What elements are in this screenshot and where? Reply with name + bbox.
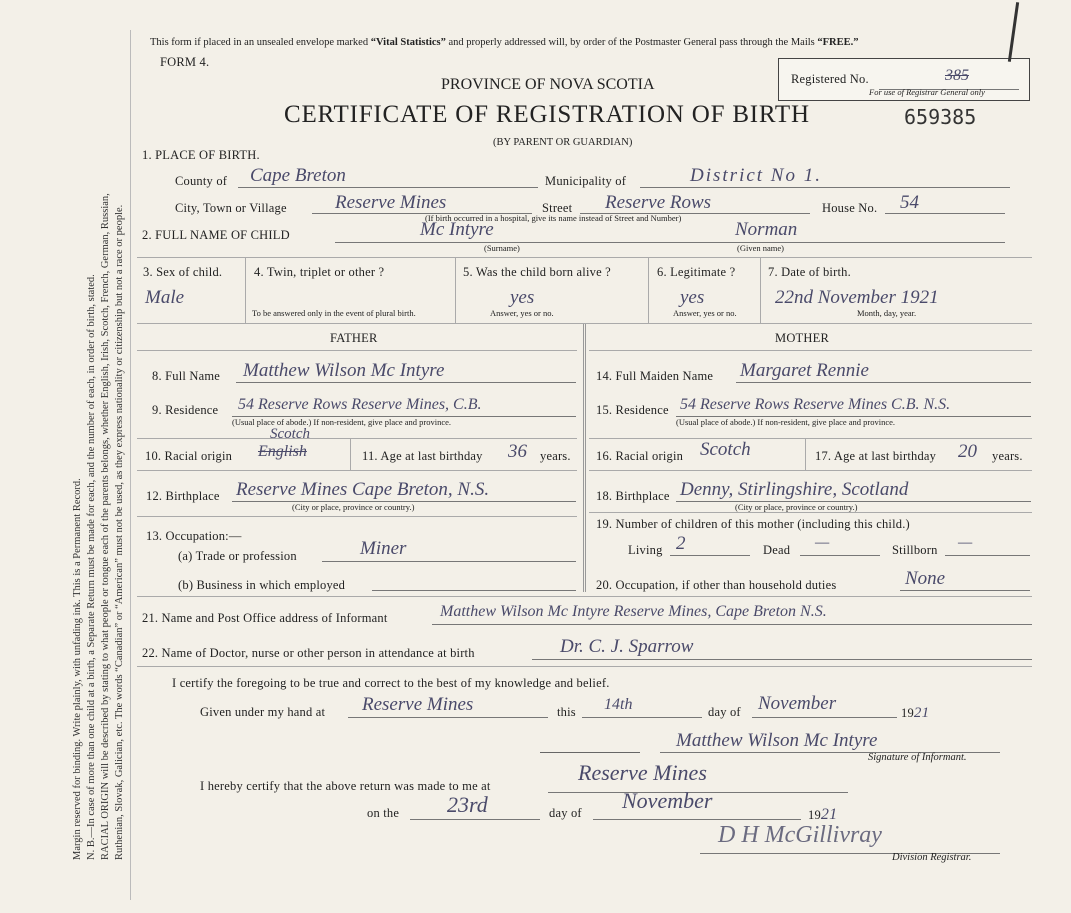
house-value: 54 [900, 192, 919, 213]
mother-age-suffix: years. [992, 449, 1023, 463]
date-of-birth-note: Month, day, year. [857, 308, 917, 318]
father-residence-value: 54 Reserve Rows Reserve Mines, C.B. [238, 396, 482, 413]
registered-label: Registered No. [791, 72, 869, 86]
father-racial-value: English [258, 443, 307, 460]
sex-label: 3. Sex of child. [143, 265, 223, 279]
mother-age-label: 17. Age at last birthday [815, 449, 937, 463]
father-header: FATHER [330, 331, 378, 345]
mother-residence-label: 15. Residence [596, 403, 669, 417]
father-trade-value: Miner [360, 538, 407, 559]
father-residence-label: 9. Residence [152, 403, 219, 417]
sex-value: Male [145, 287, 185, 308]
stamped-number: 659385 [904, 105, 977, 129]
father-trade-label: (a) Trade or profession [178, 549, 297, 563]
form-number: FORM 4. [160, 55, 210, 69]
registrar-signature: D H McGillivray [718, 822, 882, 848]
mother-birthplace-value: Denny, Stirlingshire, Scotland [680, 479, 909, 500]
father-age-value: 36 [508, 441, 527, 462]
hospital-note: (If birth occurred in a hospital, give its name instead of Street and Number) [425, 213, 682, 223]
registered-note: For use of Registrar General only [869, 87, 985, 97]
province-heading: PROVINCE OF NOVA SCOTIA [441, 76, 655, 93]
informant-signature-caption: Signature of Informant. [868, 752, 967, 763]
child-given-name: Norman [735, 219, 798, 240]
mother-residence-note: (Usual place of abode.) If non-resident, give place and province. [676, 417, 896, 427]
street-value: Reserve Rows [605, 192, 712, 213]
legitimate-label: 6. Legitimate ? [657, 265, 736, 279]
mother-header: MOTHER [775, 331, 829, 345]
municipality-value: District No 1. [690, 165, 822, 186]
mother-racial-label: 16. Racial origin [596, 449, 684, 463]
registrar-day-label: day of [549, 806, 582, 820]
mother-birthplace-label: 18. Birthplace [596, 489, 670, 503]
place-of-birth-label: 1. PLACE OF BIRTH. [142, 148, 260, 162]
registered-value: 385 [945, 67, 969, 84]
father-occupation-label: 13. Occupation:— [146, 529, 242, 543]
city-label: City, Town or Village [175, 201, 287, 215]
registrar-year: 1921 [808, 806, 838, 823]
given-caption: (Given name) [737, 243, 784, 253]
father-age-suffix: years. [540, 449, 571, 463]
stillborn-label: Stillborn [892, 543, 938, 557]
registrar-on-label: on the [367, 806, 400, 820]
informant-signature: Matthew Wilson Mc Intyre [676, 730, 878, 751]
registrar-place: Reserve Mines [578, 760, 707, 785]
mother-age-value: 20 [958, 441, 977, 462]
house-label: House No. [822, 201, 878, 215]
informant-value: Matthew Wilson Mc Intyre Reserve Mines, Cape Breton N.S. [440, 603, 827, 620]
certify-statement: I certify the foregoing to be true and correct to the best of my knowledge and belief. [172, 676, 610, 690]
registrar-month: November [622, 788, 713, 813]
alive-value: yes [510, 287, 535, 308]
dead-value: — [815, 534, 830, 551]
father-birthplace-value: Reserve Mines Cape Breton, N.S. [236, 479, 490, 500]
registrar-statement: I hereby certify that the above return was made to me at [200, 779, 491, 793]
mother-birthplace-note: (City or place, province or country.) [735, 502, 858, 512]
given-day-label: day of [708, 705, 741, 719]
county-value: Cape Breton [250, 165, 346, 186]
given-label: Given under my hand at [200, 705, 326, 719]
father-birthplace-label: 12. Birthplace [146, 489, 220, 503]
margin-note-multiple-births: N. B.—In case of more than one child at a birth, a Separate Return must be made for each, and the number of each, in order of birth, stated. [86, 274, 97, 860]
this-label: this [557, 705, 576, 719]
father-residence-note: (Usual place of abode.) If non-resident, give place and province. [232, 417, 452, 427]
twin-note: To be answered only in the event of plural birth. [252, 308, 416, 318]
stillborn-value: — [958, 534, 973, 551]
father-name-value: Matthew Wilson Mc Intyre [243, 360, 445, 381]
county-label: County of [175, 174, 228, 188]
municipality-label: Municipality of [545, 174, 627, 188]
page-title: CERTIFICATE OF REGISTRATION OF BIRTH [284, 101, 810, 128]
mother-children-label: 19. Number of children of this mother (including this child.) [596, 517, 910, 531]
doctor-value: Dr. C. J. Sparrow [560, 636, 694, 657]
informant-label: 21. Name and Post Office address of Informant [142, 611, 388, 625]
given-place: Reserve Mines [362, 694, 474, 715]
mother-occupation-value: None [905, 568, 946, 589]
legitimate-note: Answer, yes or no. [673, 308, 737, 318]
pen-mark [1008, 2, 1019, 62]
street-label: Street [542, 201, 573, 215]
father-racial-label: 10. Racial origin [145, 449, 233, 463]
father-name-label: 8. Full Name [152, 369, 221, 383]
date-of-birth-value: 22nd November 1921 [775, 287, 939, 308]
twin-label: 4. Twin, triplet or other ? [254, 265, 385, 279]
surname-caption: (Surname) [484, 243, 520, 253]
dead-label: Dead [763, 543, 791, 557]
registrar-day: 23rd [447, 792, 488, 817]
mother-name-value: Margaret Rennie [740, 360, 869, 381]
margin-note-racial-origin-cont: Ruthenian, Slovak, Galician, etc. The words “Canadian” or “American” must not be used, as they express nationality or citizenship but not a race or people. [114, 204, 125, 860]
registered-box [778, 58, 1030, 101]
mother-name-label: 14. Full Maiden Name [596, 369, 714, 383]
living-value: 2 [676, 533, 686, 554]
margin-note-racial-origin: RACIAL ORIGIN will be described by stating to what people or tongue each of the parents belongs, whether English, Irish, Scotch, French, German, Russian, [100, 193, 111, 860]
father-age-label: 11. Age at last birthday [362, 449, 483, 463]
mail-notice: This form if placed in an unsealed envelope marked “Vital Statistics” and properly addressed will, by order of the Postmaster General pass through the Mails “FREE.” [150, 37, 859, 48]
child-name-label: 2. FULL NAME OF CHILD [142, 228, 290, 242]
father-business-label: (b) Business in which employed [178, 578, 346, 592]
mother-residence-value: 54 Reserve Rows Reserve Mines C.B. N.S. [680, 396, 951, 413]
given-day: 14th [604, 696, 633, 713]
legitimate-value: yes [680, 287, 705, 308]
mother-occupation-label: 20. Occupation, if other than household duties [596, 578, 837, 592]
alive-note: Answer, yes or no. [490, 308, 554, 318]
alive-label: 5. Was the child born alive ? [463, 265, 611, 279]
registrar-caption: Division Registrar. [892, 852, 972, 863]
city-value: Reserve Mines [335, 192, 447, 213]
mother-racial-value: Scotch [700, 439, 751, 460]
living-label: Living [628, 543, 663, 557]
date-of-birth-label: 7. Date of birth. [768, 265, 851, 279]
given-month: November [758, 693, 837, 714]
margin-divider [130, 30, 131, 900]
margin-note-binding: Margin reserved for binding. Write plainly, with unfading ink. This is a Permanent Record. [72, 478, 83, 860]
doctor-label: 22. Name of Doctor, nurse or other person in attendance at birth [142, 646, 475, 660]
father-birthplace-note: (City or place, province or country.) [292, 502, 415, 512]
child-surname: Mc Intyre [420, 219, 494, 240]
page-subtitle: (BY PARENT OR GUARDIAN) [493, 137, 633, 148]
father-racial-correction: Scotch [270, 426, 310, 442]
given-year: 1921 [901, 705, 930, 721]
